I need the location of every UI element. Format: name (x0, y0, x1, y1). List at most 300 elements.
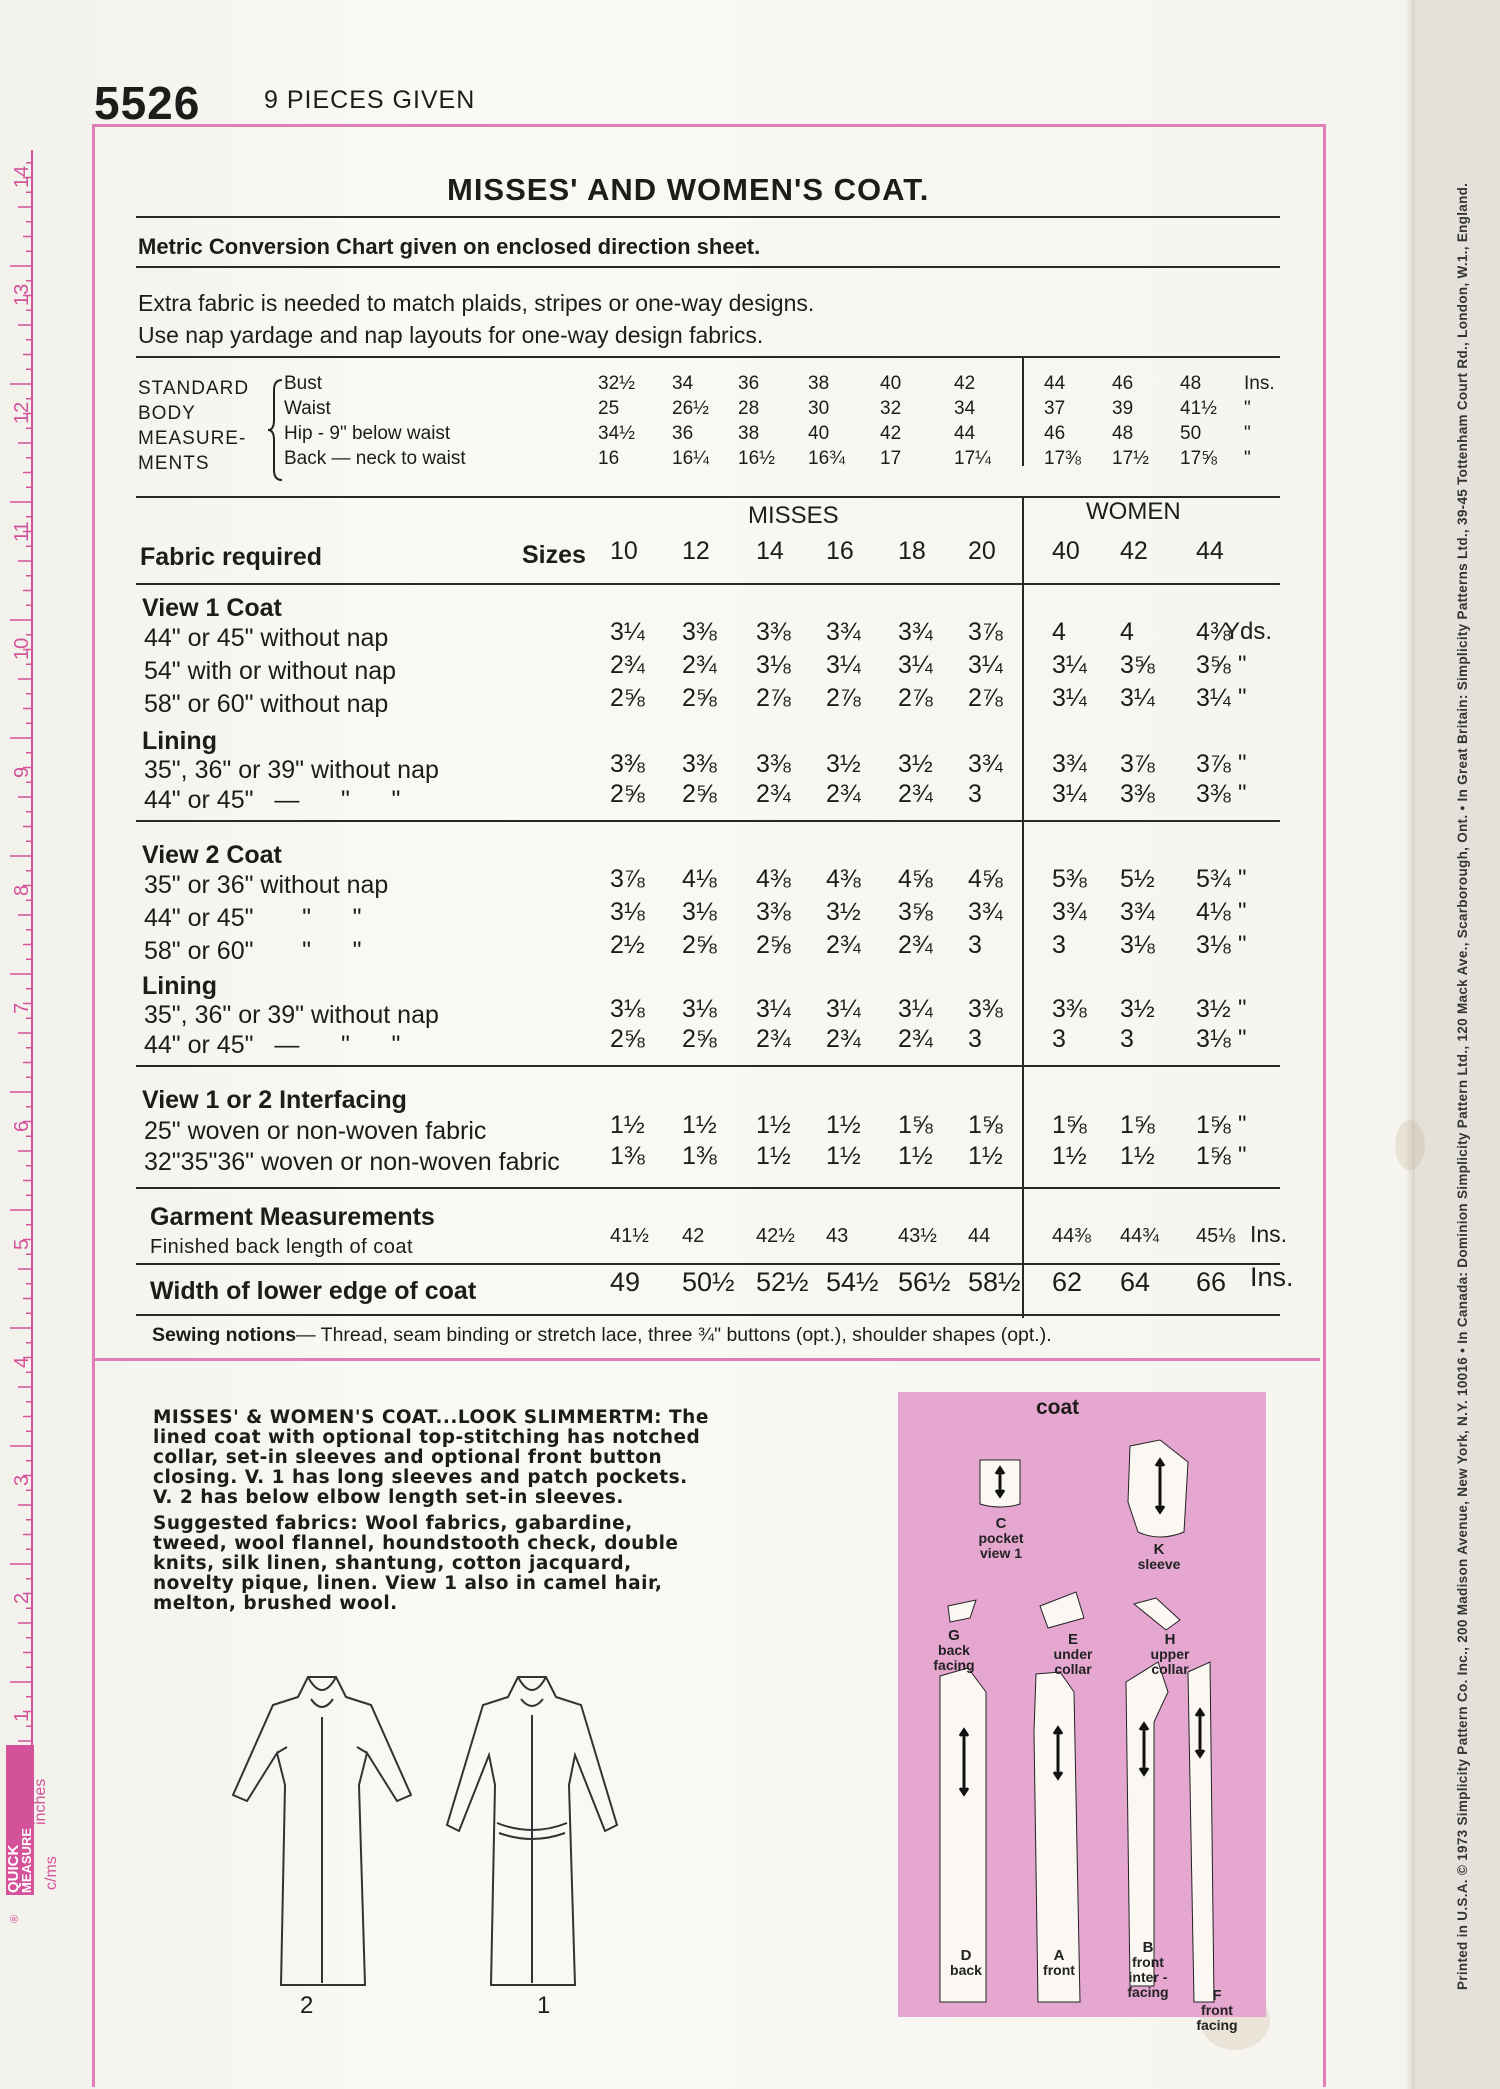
measurement-value: 32½ (598, 373, 635, 394)
measurement-value: 30 (808, 398, 830, 419)
width-value: 64 (1120, 1267, 1151, 1297)
yardage-value: 1⅝ (1196, 1111, 1231, 1139)
yardage-value: 3¼ (610, 618, 645, 646)
size-heading: 20 (968, 537, 996, 565)
standard-body-label-line: MENTS (138, 453, 210, 474)
piece-name: under collar (1053, 1646, 1093, 1677)
column-divider (1022, 496, 1024, 1318)
column-divider (1022, 356, 1024, 466)
yardage-value: 5½ (1120, 865, 1155, 893)
publisher-imprint: Printed in U.S.A. © 1973 Simplicity Pattern Co. Inc., 200 Madison Avenue, New York, N.Y. 10016 • In Canada: Dominion Simplicity Pattern Ltd., 120 Mack Ave., Scarborough, Ont. • In Great Britain: Simplicity Patterns Ltd., 39-45 Tottenham Court Rd., London, W.1., England. (1455, 182, 1470, 1990)
back-length-value: 44⅜ (1052, 1225, 1091, 1247)
garment-measurements-title: Garment Measurements (150, 1203, 435, 1231)
yardage-value: 3⅛ (682, 995, 717, 1023)
measurement-value: 32 (880, 398, 902, 419)
piece-letter: D (960, 1947, 972, 1964)
quick-measure-ruler (0, 150, 46, 1940)
yardage-value: 3 (1120, 1025, 1134, 1053)
yardage-value: 3¼ (968, 651, 1003, 679)
measurement-value: 17 (880, 448, 902, 469)
ruler-inches-text: inches (32, 1778, 49, 1825)
yardage-value: 4⅜ (826, 865, 861, 893)
yardage-value: 2½ (610, 931, 645, 959)
yardage-value: 3¾ (826, 618, 861, 646)
section-title: View 2 Coat (142, 841, 282, 869)
sewing-notions (152, 1324, 1052, 1347)
piece-letter: H (1164, 1631, 1176, 1648)
size-heading: 14 (756, 537, 784, 565)
yardage-value: 3⅜ (756, 898, 791, 926)
measurement-value: 36 (738, 373, 760, 394)
yardage-value: 3⅜ (756, 618, 791, 646)
yardage-value: 3¼ (1120, 684, 1155, 712)
piece-name: back facing (933, 1642, 975, 1673)
ruler-inch-label: 12 (11, 401, 33, 424)
yardage-unit: " (1238, 1142, 1247, 1169)
width-value: 62 (1052, 1267, 1083, 1297)
measurement-value: 28 (738, 398, 760, 419)
measurement-unit: " (1244, 423, 1251, 444)
piece-name: front facing (1196, 2002, 1238, 2033)
piece-label (1022, 1948, 1096, 1978)
yardage-value: 3⅛ (1196, 1025, 1231, 1053)
ruler-quick-text: QUICK (5, 1844, 22, 1893)
fabrics-lead: Suggested fabrics: (153, 1513, 359, 1534)
section-title: Lining (142, 972, 217, 1000)
yardage-unit: " (1238, 1025, 1247, 1052)
stain (1395, 1120, 1425, 1170)
yardage-value: 2⅝ (756, 931, 791, 959)
measurement-value: 17½ (1112, 448, 1149, 469)
yardage-value: 3⅜ (968, 995, 1003, 1023)
yardage-value: 2⅞ (968, 684, 1003, 712)
yardage-value: 1½ (756, 1142, 791, 1170)
fabric-row-label: 35", 36" or 39" without nap (144, 1001, 439, 1029)
yardage-value: 1½ (968, 1142, 1003, 1170)
yardage-value: 3¼ (898, 651, 933, 679)
piece-label (1182, 1988, 1252, 2033)
yardage-value: 2¾ (898, 780, 933, 808)
yardage-value: 2⅝ (682, 780, 717, 808)
section-title: Lining (142, 727, 217, 755)
rule (136, 1065, 1280, 1067)
measurement-value: 17⅜ (1044, 448, 1081, 469)
yardage-value: 1⅝ (1052, 1111, 1087, 1139)
size-heading: 16 (826, 537, 854, 565)
measurement-value: 46 (1044, 423, 1066, 444)
description-text: The lined coat with optional top-stitching has notched collar, set-in sleeves and optional front button closing. V. 1 has long sleeves and patch pockets. V. 2 has below elbow length set-in sleeves. (153, 1407, 709, 1508)
standard-body-label-line: MEASURE- (138, 428, 247, 449)
back-length-value: 42 (682, 1225, 705, 1247)
misses-label: MISSES (748, 502, 839, 529)
view-2-label: 2 (300, 1992, 314, 2019)
yardage-value: 3⅜ (1120, 780, 1155, 808)
yardage-value: 2⅝ (682, 931, 717, 959)
yardage-value: 3¾ (968, 750, 1003, 778)
measurement-value: 26½ (672, 398, 709, 419)
diagram-title: coat (1036, 1396, 1080, 1419)
description-lead: MISSES' & WOMEN'S COAT...LOOK SLIMMERTM: (153, 1407, 663, 1428)
measurement-value: 17⅝ (1180, 448, 1217, 469)
pattern-number: 5526 (94, 77, 201, 129)
yardage-value: 2¾ (898, 931, 933, 959)
back-length-value: 41½ (610, 1225, 649, 1247)
piece-letter: B (1142, 1939, 1154, 1956)
yardage-value: 2⅝ (682, 684, 717, 712)
ruler-ticks (0, 150, 46, 1800)
back-length-value: 44¾ (1120, 1225, 1159, 1247)
back-facing-piece (948, 1600, 976, 1622)
rule (136, 1187, 1280, 1189)
rule (136, 216, 1280, 218)
yardage-value: 2⅝ (610, 780, 645, 808)
yardage-unit: " (1238, 684, 1247, 711)
yardage-value: 3¼ (756, 995, 791, 1023)
measurement-value: 37 (1044, 398, 1066, 419)
front-interfacing-piece (1126, 1662, 1168, 1986)
fabric-required-label: Fabric required (140, 543, 322, 571)
yardage-value: 2¾ (826, 780, 861, 808)
width-value: 50½ (682, 1267, 735, 1297)
measurement-value: 39 (1112, 398, 1134, 419)
brace (266, 378, 286, 482)
sizes-label: Sizes (522, 541, 586, 569)
fabric-row-label: 44" or 45" — " " (144, 786, 401, 814)
page-title: MISSES' AND WOMEN'S COAT. (447, 172, 930, 207)
measurement-label: Bust (284, 373, 323, 394)
measurement-value: 34 (954, 398, 976, 419)
yardage-value: 3⅜ (1196, 780, 1231, 808)
measurement-label: Back — neck to waist (284, 448, 466, 469)
width-unit: Ins. (1250, 1262, 1294, 1292)
yardage-value: 1½ (756, 1111, 791, 1139)
measurement-value: 48 (1180, 373, 1202, 394)
measurement-value: 16¾ (808, 448, 845, 469)
yardage-value: 4⅛ (682, 865, 717, 893)
piece-label (1120, 1940, 1176, 2000)
yardage-value: 3⅜ (682, 750, 717, 778)
yardage-value: 3½ (826, 750, 861, 778)
rule (136, 820, 1280, 822)
yardage-value: 3½ (1196, 995, 1231, 1023)
measurement-value: 44 (1044, 373, 1066, 394)
piece-name: pocket view 1 (978, 1530, 1024, 1561)
yardage-value: 3⅞ (1196, 750, 1231, 778)
ruler-inch-label: 1 (11, 1710, 33, 1722)
yardage-value: 3¼ (826, 651, 861, 679)
measurement-value: 50 (1180, 423, 1202, 444)
rule (136, 1314, 1280, 1316)
yardage-unit: Yds. (1224, 618, 1273, 645)
rule (136, 356, 1280, 358)
rule (136, 1263, 1280, 1265)
yardage-value: 1½ (682, 1111, 717, 1139)
back-length-unit: Ins. (1250, 1221, 1288, 1247)
ruler-registered-text: ® (9, 1914, 21, 1923)
yardage-value: 3⅜ (610, 750, 645, 778)
measurement-unit: Ins. (1244, 373, 1275, 394)
yardage-value: 2⅝ (610, 684, 645, 712)
piece-letter: E (1067, 1631, 1078, 1648)
ruler-units (32, 1705, 60, 1890)
yardage-value: 5⅜ (1052, 865, 1087, 893)
width-value: 54½ (826, 1267, 879, 1297)
description-block (153, 1408, 713, 1620)
measurement-value: 44 (954, 423, 976, 444)
metric-note: Metric Conversion Chart given on enclosed direction sheet. (138, 234, 761, 259)
pieces-given: 9 PIECES GIVEN (264, 86, 476, 114)
yardage-value: 3⅛ (1196, 931, 1231, 959)
yardage-value: 3⅞ (968, 618, 1003, 646)
measurement-value: 42 (880, 423, 902, 444)
fabric-row-label: 44" or 45" without nap (144, 624, 389, 652)
yardage-value: 2¾ (826, 931, 861, 959)
yardage-value: 4⅝ (968, 865, 1003, 893)
yardage-value: 3⅞ (610, 865, 645, 893)
yardage-value: 2⅞ (756, 684, 791, 712)
yardage-value: 4 (1052, 618, 1066, 646)
view-1-drawing (447, 1677, 617, 1985)
yardage-unit: " (1238, 651, 1247, 678)
piece-letter: C (995, 1515, 1007, 1532)
standard-body-label-line: BODY (138, 403, 196, 424)
yardage-value: 1⅜ (610, 1142, 645, 1170)
yardage-value: 3¼ (1052, 780, 1087, 808)
yardage-value: 1⅝ (1196, 1142, 1231, 1170)
piece-letter: F (1212, 1987, 1222, 2004)
back-length-label: Finished back length of coat (150, 1236, 414, 1258)
yardage-value: 2⅝ (682, 1025, 717, 1053)
yardage-value: 3 (968, 780, 982, 808)
yardage-value: 3½ (898, 750, 933, 778)
measurement-value: 17¼ (954, 448, 991, 469)
women-label: WOMEN (1086, 498, 1181, 525)
piece-label (964, 1516, 1038, 1561)
yardage-value: 3⅝ (898, 898, 933, 926)
back-length-value: 45⅛ (1196, 1225, 1235, 1247)
yardage-value: 2¾ (610, 651, 645, 679)
back-length-value: 43 (826, 1225, 849, 1247)
under-collar-piece (1040, 1592, 1084, 1628)
piece-label (928, 1948, 1004, 1978)
standard-body-label-line: STANDARD (138, 378, 250, 399)
piece-name: back (950, 1962, 982, 1978)
yardage-value: 4⅜ (756, 865, 791, 893)
measurement-label: Hip - 9" below waist (284, 423, 451, 444)
ruler-measure-text: MEASURE (19, 1827, 34, 1893)
yardage-value: 3¾ (1052, 750, 1087, 778)
piece-label (1038, 1632, 1108, 1677)
ruler-inch-label: 7 (11, 1002, 33, 1014)
ruler-cms-text: c/ms (43, 1856, 60, 1890)
fabrics-text: Wool fabrics, gabardine, tweed, wool flannel, houndstooth check, double knits, silk linen, shantung, cotton jacquard, novelty pique, linen. View 1 also in camel hair, melton, brushed wool. (153, 1513, 679, 1614)
yardage-value: 3¼ (1052, 651, 1087, 679)
yardage-value: 2⅞ (826, 684, 861, 712)
measurement-value: 40 (808, 423, 830, 444)
yardage-value: 3⅛ (610, 995, 645, 1023)
yardage-value: 3¾ (1052, 898, 1087, 926)
width-lower-edge-label: Width of lower edge of coat (150, 1277, 477, 1305)
yardage-value: 4⅝ (898, 865, 933, 893)
yardage-value: 3¼ (1196, 684, 1231, 712)
fabric-row-label: 54" with or without nap (144, 657, 397, 685)
measurement-value: 36 (672, 423, 694, 444)
extra-fabric-line: Use nap yardage and nap layouts for one-way design fabrics. (138, 322, 764, 348)
measurement-value: 41½ (1180, 398, 1217, 419)
piece-letter: G (948, 1627, 960, 1644)
extra-fabric-note (138, 287, 814, 351)
ruler-inch-label: 10 (11, 637, 33, 660)
size-heading: 40 (1052, 537, 1080, 565)
coat-line-drawings (215, 1655, 655, 2025)
piece-name: sleeve (1137, 1556, 1181, 1572)
fabric-row-label: 44" or 45" " " (144, 904, 362, 932)
yardage-value: 5¾ (1196, 865, 1231, 893)
yardage-value: 1⅝ (898, 1111, 933, 1139)
sewing-notions-label: Sewing notions (152, 1324, 297, 1346)
yardage-value: 3½ (826, 898, 861, 926)
yardage-value: 3⅛ (756, 651, 791, 679)
yardage-value: 1½ (826, 1111, 861, 1139)
view-2-drawing (233, 1677, 411, 1985)
fabric-row-label: 44" or 45" — " " (144, 1031, 401, 1059)
size-heading: 12 (682, 537, 710, 565)
yardage-value: 1½ (826, 1142, 861, 1170)
yardage-unit: " (1238, 750, 1247, 777)
yardage-value: 1⅝ (1120, 1111, 1155, 1139)
measurement-value: 40 (880, 373, 902, 394)
measurement-value: 34½ (598, 423, 635, 444)
yardage-value: 3 (1052, 1025, 1066, 1053)
yardage-value: 1½ (1120, 1142, 1155, 1170)
yardage-value: 1½ (610, 1111, 645, 1139)
sewing-notions-text: — Thread, seam binding or stretch lace, three ¾" buttons (opt.), shoulder shapes (opt.). (296, 1324, 1052, 1346)
fabric-row-label: 25" woven or non-woven fabric (144, 1117, 487, 1145)
ruler-inch-label: 14 (11, 165, 33, 188)
width-value: 58½ (968, 1267, 1021, 1297)
yardage-unit: " (1238, 898, 1247, 925)
yardage-value: 1⅝ (968, 1111, 1003, 1139)
ruler-label (4, 1745, 60, 1923)
yardage-value: 2⅝ (610, 1025, 645, 1053)
piece-letter: A (1053, 1947, 1065, 1964)
width-value: 56½ (898, 1267, 951, 1297)
measurement-label: Waist (284, 398, 331, 419)
yardage-value: 3½ (1120, 995, 1155, 1023)
yardage-value: 3 (968, 931, 982, 959)
fabric-row-label: 32"35"36" woven or non-woven fabric (144, 1148, 560, 1176)
yardage-value: 1⅜ (682, 1142, 717, 1170)
pattern-piece-shapes (898, 1392, 1266, 2017)
yardage-value: 3¼ (826, 995, 861, 1023)
fabric-row-label: 35", 36" or 39" without nap (144, 756, 439, 784)
ruler-inch-label: 3 (11, 1474, 33, 1486)
yardage-unit: " (1238, 995, 1247, 1022)
measurement-unit: " (1244, 398, 1251, 419)
extra-fabric-line: Extra fabric is needed to match plaids, stripes or one-way designs. (138, 290, 815, 316)
ruler-inch-label: 2 (11, 1592, 33, 1604)
ruler-inch-label: 8 (11, 884, 33, 896)
size-heading: 10 (610, 537, 638, 565)
width-value: 52½ (756, 1267, 809, 1297)
piece-label (1134, 1632, 1206, 1677)
measurement-value: 16½ (738, 448, 775, 469)
piece-label (916, 1628, 992, 1673)
fabric-row-label: 58" or 60" without nap (144, 690, 389, 718)
piece-label (1126, 1542, 1192, 1572)
view-1-label: 1 (537, 1992, 551, 2019)
yardage-value: 4⅛ (1196, 898, 1231, 926)
fabric-row-label: 35" or 36" without nap (144, 871, 389, 899)
measurement-value: 46 (1112, 373, 1134, 394)
yardage-value: 3⅞ (1120, 750, 1155, 778)
yardage-value: 2¾ (898, 1025, 933, 1053)
standard-body-label (138, 376, 249, 476)
yardage-value: 2⅞ (898, 684, 933, 712)
upper-collar-piece (1134, 1598, 1180, 1630)
yardage-value: 3⅜ (756, 750, 791, 778)
measurement-value: 16 (598, 448, 620, 469)
yardage-value: 2¾ (826, 1025, 861, 1053)
yardage-value: 2¾ (682, 651, 717, 679)
width-value: 49 (610, 1267, 641, 1297)
ruler-inch-label: 4 (11, 1356, 33, 1368)
measurement-value: 48 (1112, 423, 1134, 444)
yardage-value: 3⅜ (682, 618, 717, 646)
yardage-value: 1½ (1052, 1142, 1087, 1170)
measurement-value: 34 (672, 373, 694, 394)
measurement-value: 16¼ (672, 448, 709, 469)
section-title: View 1 or 2 Interfacing (142, 1086, 407, 1114)
ruler-inch-label: 9 (11, 766, 33, 778)
yardage-value: 2¾ (756, 1025, 791, 1053)
yardage-value: 3 (1052, 931, 1066, 959)
back-length-value: 44 (968, 1225, 991, 1247)
measurement-unit: " (1244, 448, 1251, 469)
width-value: 66 (1196, 1267, 1227, 1297)
sleeve-piece (1128, 1440, 1188, 1537)
yardage-unit: " (1238, 1111, 1247, 1138)
back-length-value: 43½ (898, 1225, 937, 1247)
back-length-value: 42½ (756, 1225, 795, 1247)
measurement-value: 38 (738, 423, 760, 444)
ruler-inch-label: 13 (11, 283, 33, 306)
size-heading: 18 (898, 537, 926, 565)
pink-divider (95, 1358, 1320, 1361)
measurement-value: 38 (808, 373, 830, 394)
yardage-unit: " (1238, 931, 1247, 958)
section-title: View 1 Coat (142, 594, 282, 622)
rule (136, 583, 1280, 585)
yardage-value: 4⅜ (1196, 618, 1231, 646)
piece-name: front inter - facing (1127, 1954, 1169, 2000)
rule (136, 266, 1280, 268)
size-heading: 44 (1196, 537, 1224, 565)
pattern-pieces-diagram (898, 1392, 1266, 2033)
yardage-value: 3 (968, 1025, 982, 1053)
yardage-value: 3¼ (1052, 684, 1087, 712)
ruler-inch-label: 5 (11, 1238, 33, 1250)
yardage-value: 3¼ (898, 995, 933, 1023)
measurement-value: 42 (954, 373, 976, 394)
ruler-inch-label: 6 (11, 1120, 33, 1132)
yardage-value: 3⅛ (610, 898, 645, 926)
measurement-value: 25 (598, 398, 620, 419)
yardage-value: 3⅜ (1052, 995, 1087, 1023)
yardage-value: 3¾ (968, 898, 1003, 926)
yardage-value: 3⅝ (1120, 651, 1155, 679)
ruler-inch-label: 11 (11, 521, 33, 542)
